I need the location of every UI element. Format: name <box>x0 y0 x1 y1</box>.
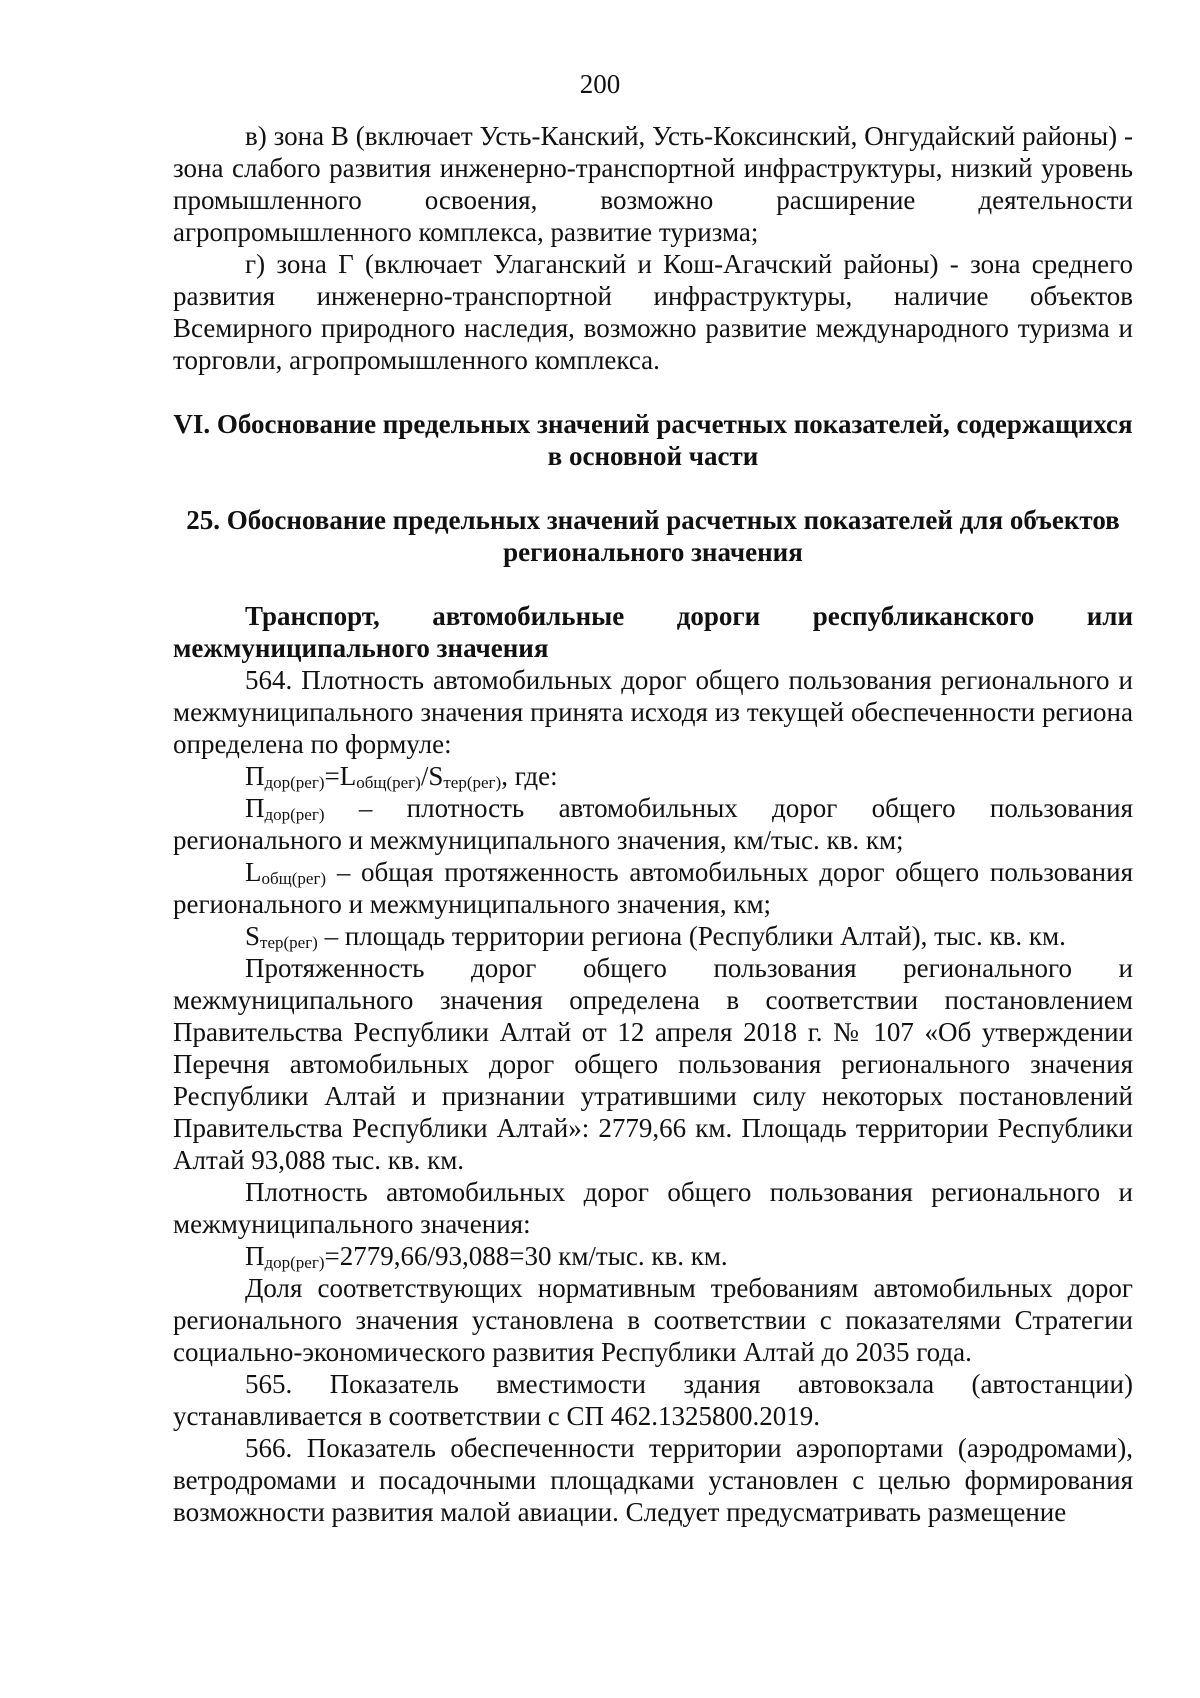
paragraph-length: Протяженность дорог общего пользования регионального и межмуниципального значения определена в соответствии постановлением Правительства Республики Алтай от 12 апреля 2018 г. № 107 «Об утверждении Перечня автомобильных дорог общего пользования регионального значения Республики Алтай и признании утратившими силу некоторых постановлений Правительства Республики Алтай»: 2779,66 км. Площадь территории Республики Алтай 93,088 тыс. кв. км. <box>173 953 1133 1175</box>
paragraph-565: 565. Показатель вместимости здания автовокзала (автостанции) устанавливается в соответствии с СП 462.1325800.2019. <box>173 1369 1133 1431</box>
formula-suffix: , где: <box>501 761 558 791</box>
calc-p-subscript: дор(рег) <box>264 1253 325 1272</box>
section-heading: VI. Обоснование предельных значений расчетных показателей, содержащихся в основной части <box>173 409 1133 471</box>
def-s-subscript: тер(рег) <box>260 933 318 952</box>
def-l-text: – общая протяженность автомобильных дорог общего пользования регионального и межмуниципального значения, км; <box>173 857 1133 919</box>
def-p-subscript: дор(рег) <box>264 805 325 824</box>
paragraph-564: 564. Плотность автомобильных дорог общего пользования регионального и межмуниципального значения принята исходя из текущей обеспеченности региона определена по формуле: <box>173 665 1133 759</box>
definition-s <box>173 920 1133 952</box>
paragraph-density: Плотность автомобильных дорог общего пользования регионального и межмуниципального значения: <box>173 1177 1133 1239</box>
topic-heading: Транспорт, автомобильные дороги республиканского или межмуниципального значения <box>173 601 1133 663</box>
def-l-subscript: общ(рег) <box>261 869 327 888</box>
density-calculation <box>173 1240 1133 1272</box>
page-number: 200 <box>579 69 621 99</box>
def-l-symbol: L <box>245 857 262 887</box>
definition-l <box>173 856 1133 920</box>
formula-p-subscript: дор(рег) <box>264 773 325 792</box>
def-s-symbol: S <box>245 921 261 951</box>
subsection-heading: 25. Обоснование предельных значений расчетных показателей для объектов регионального значения <box>186 505 1120 567</box>
def-s-text: – площадь территории региона (Республики Алтай), тыс. кв. км. <box>317 921 1066 951</box>
density-formula: $П_{дор(рег)}=L_{общ(рег)}/S_{тер(рег)}$, где: <box>245 761 558 792</box>
definition-p <box>173 792 1133 856</box>
def-p-symbol: П <box>245 793 265 823</box>
formula-p-symbol: П <box>245 761 265 791</box>
calc-result: =2779,66/93,088=30 км/тыс. кв. км. <box>324 1241 728 1271</box>
paragraph-share: Доля соответствующих нормативным требованиям автомобильных дорог регионального значения установлена в соответствии с показателями Стратегии социально-экономического развития Республики Алтай до 2035 года. <box>173 1273 1133 1367</box>
formula-l-subscript: общ(рег) <box>356 773 421 792</box>
paragraph-zone-v: в) зона В (включает Усть-Канский, Усть-Коксинский, Онгудайский районы) - зона слабого развития инженерно-транспортной инфраструктуры, низкий уровень промышленного освоения, возможно расширение деятельности агропромышленного комплекса, развитие туризма; <box>173 121 1133 247</box>
formula-l-symbol: L <box>339 761 357 791</box>
def-p-text: – плотность автомобильных дорог общего пользования регионального и межмуниципального значения, км/тыс. кв. км; <box>173 793 1133 855</box>
formula-s-subscript: тер(рег) <box>443 773 502 792</box>
document-body <box>173 120 1133 1528</box>
calc-p-symbol: П <box>245 1241 265 1271</box>
formula-s-symbol: S <box>428 761 444 791</box>
paragraph-566: 566. Показатель обеспеченности территории аэропортами (аэродромами), ветродромами и посадочными площадками установлен с целью формирования возможности развития малой авиации. Следует предусматривать размещение <box>173 1433 1133 1527</box>
paragraph-zone-g: г) зона Г (включает Улаганский и Кош-Агачский районы) - зона среднего развития инженерно-транспортной инфраструктуры, наличие объектов Всемирного природного наследия, возможно развитие международного туризма и торговли, агропромышленного комплекса. <box>173 249 1133 375</box>
